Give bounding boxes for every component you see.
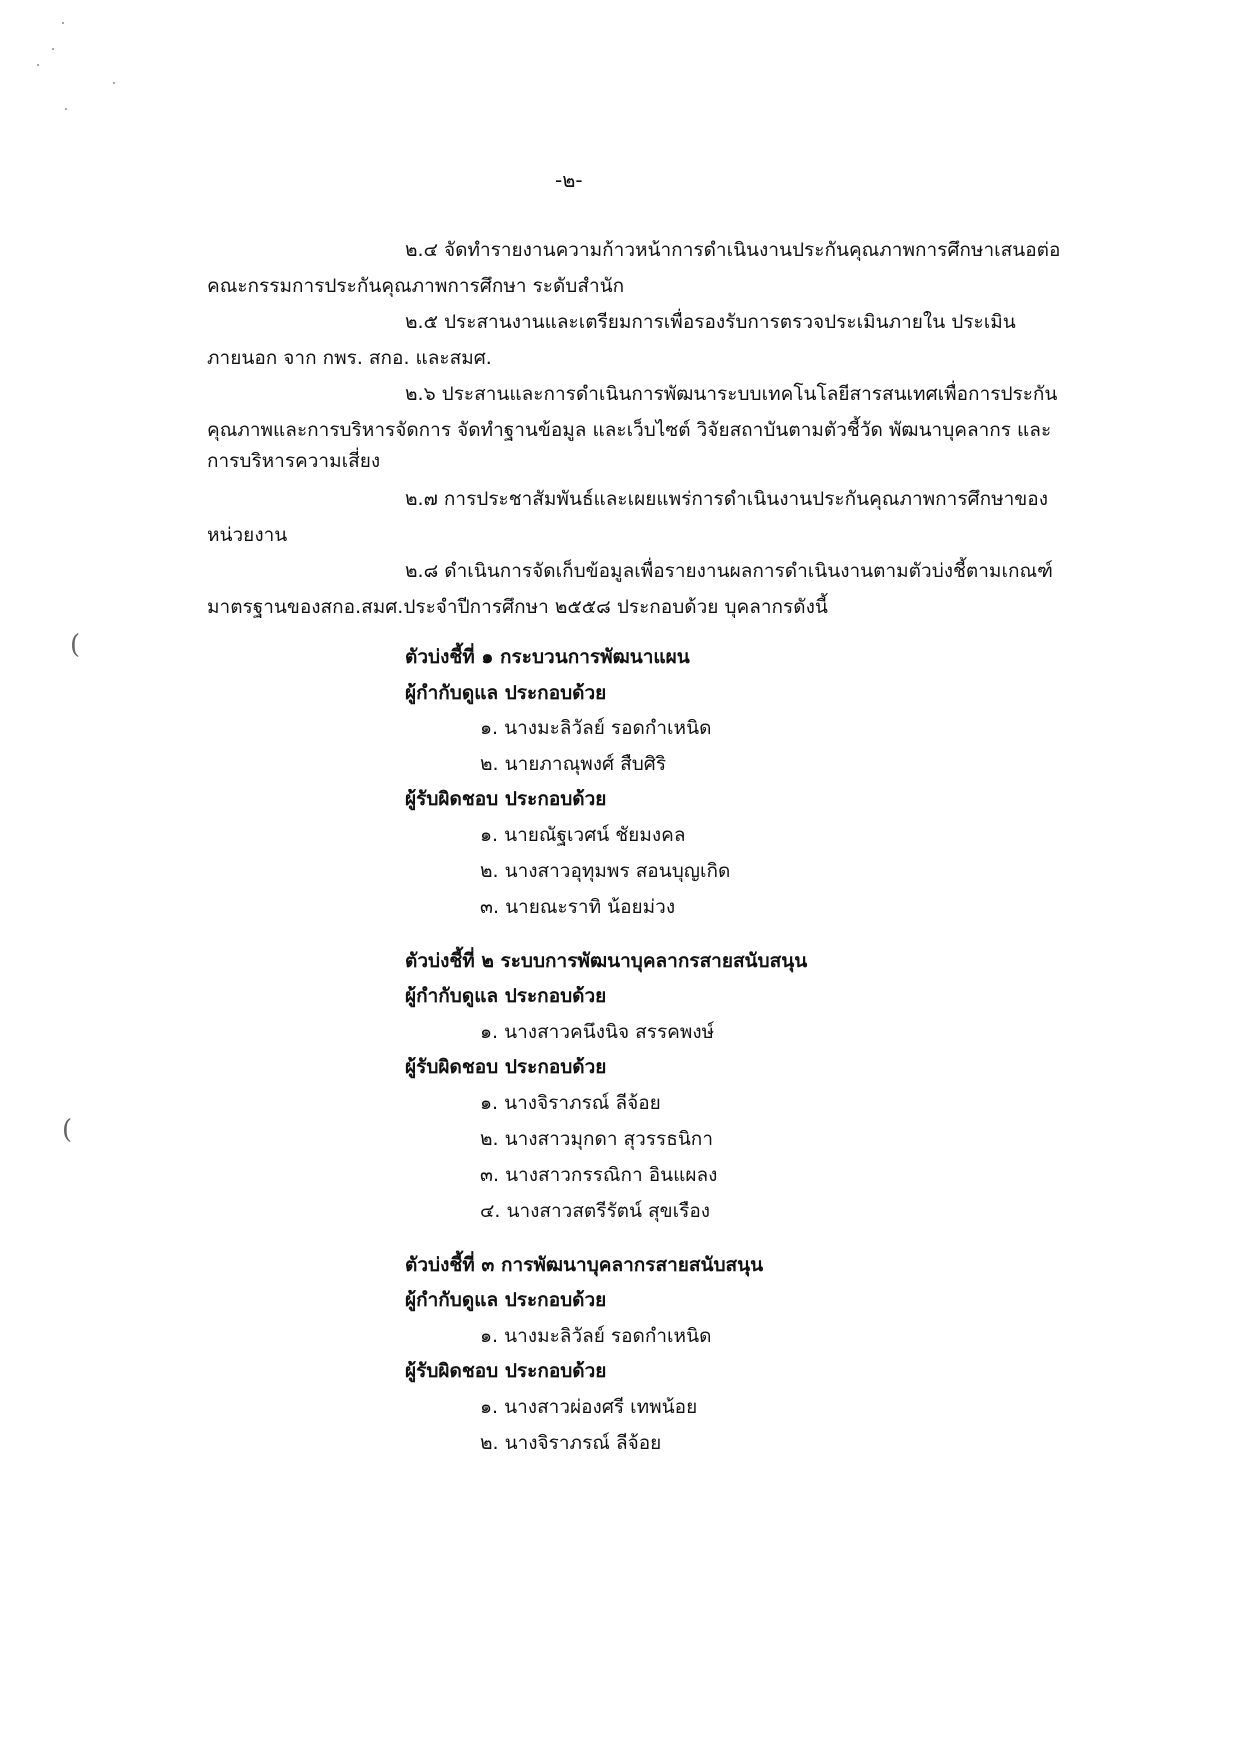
- paragraph-line: ๒.๕ ประสานงานและเตรียมการเพื่อรองรับการตรวจประเมินภายใน ประเมิน: [405, 311, 1016, 333]
- person-item: ๓. นางสาวกรรณิกา อินแผลง: [480, 1164, 718, 1186]
- indicator-title: ตัวบ่งชี้ที่ ๓ การพัฒนาบุคลากรสายสนับสนุน: [405, 1254, 764, 1276]
- scan-speck: [113, 82, 115, 84]
- scan-speck: [62, 22, 64, 24]
- indicator-title: ตัวบ่งชี้ที่ ๑ กระบวนการพัฒนาแผน: [405, 646, 690, 668]
- paragraph-line: คุณภาพและการบริหารจัดการ จัดทำฐานข้อมูล และเว็บไซต์ วิจัยสถาบันตามตัวชี้วัด พัฒนาบุคลากร และ: [207, 419, 1052, 441]
- binder-hole-mark: (: [70, 630, 81, 660]
- person-item: ๓. นายณะราทิ น้อยม่วง: [480, 896, 676, 918]
- person-item: ๔. นางสาวสตรีรัตน์ สุขเรือง: [480, 1200, 711, 1222]
- scan-speck: [52, 48, 54, 50]
- paragraph-line: มาตรฐานของสกอ.สมศ.ประจำปีการศึกษา ๒๕๕๘ ประกอบด้วย บุคลากรดังนี้: [207, 596, 828, 618]
- paragraph-line: ๒.๘ ดำเนินการจัดเก็บข้อมูลเพื่อรายงานผลการดำเนินงานตามตัวบ่งชี้ตามเกณฑ์: [405, 560, 1053, 582]
- person-item: ๒. นางสาวมุกดา สุวรรธนิกา: [480, 1128, 713, 1150]
- scan-speck: [37, 64, 39, 66]
- paragraph-line: ๒.๖ ประสานและการดำเนินการพัฒนาระบบเทคโนโลยีสารสนเทศเพื่อการประกัน: [405, 383, 1058, 405]
- paragraph-line: หน่วยงาน: [207, 524, 288, 546]
- scan-speck: [65, 108, 67, 110]
- paragraph-line: การบริหารความเสี่ยง: [207, 450, 381, 472]
- page-number: -๒-: [555, 168, 583, 192]
- person-item: ๑. นางมะลิวัลย์ รอดกำเหนิด: [480, 1325, 712, 1347]
- person-item: ๒. นายภาณุพงศ์ สืบศิริ: [480, 753, 667, 775]
- supervisor-label: ผู้กำกับดูแล ประกอบด้วย: [405, 985, 607, 1007]
- responsible-label: ผู้รับผิดชอบ ประกอบด้วย: [405, 788, 607, 810]
- responsible-label: ผู้รับผิดชอบ ประกอบด้วย: [405, 1360, 607, 1382]
- paragraph-line: ๒.๔ จัดทำรายงานความก้าวหน้าการดำเนินงานประกันคุณภาพการศึกษาเสนอต่อ: [405, 239, 1061, 261]
- person-item: ๑. นายณัฐเวศน์ ชัยมงคล: [480, 824, 686, 846]
- responsible-label: ผู้รับผิดชอบ ประกอบด้วย: [405, 1056, 607, 1078]
- supervisor-label: ผู้กำกับดูแล ประกอบด้วย: [405, 1289, 607, 1311]
- person-item: ๑. นางสาวผ่องศรี เทพน้อย: [480, 1396, 698, 1418]
- person-item: ๑. นางสาวคนึงนิจ สรรคพงษ์: [480, 1021, 715, 1043]
- supervisor-label: ผู้กำกับดูแล ประกอบด้วย: [405, 682, 607, 704]
- paragraph-line: ๒.๗ การประชาสัมพันธ์และเผยแพร่การดำเนินงานประกันคุณภาพการศึกษาของ: [405, 488, 1048, 510]
- person-item: ๑. นางจิราภรณ์ ลีจ้อย: [480, 1092, 661, 1114]
- binder-hole-mark: (: [62, 1115, 73, 1145]
- indicator-title: ตัวบ่งชี้ที่ ๒ ระบบการพัฒนาบุคลากรสายสนับสนุน: [405, 950, 808, 972]
- paragraph-line: คณะกรรมการประกันคุณภาพการศึกษา ระดับสำนัก: [207, 275, 625, 297]
- person-item: ๑. นางมะลิวัลย์ รอดกำเหนิด: [480, 717, 712, 739]
- paragraph-line: ภายนอก จาก กพร. สกอ. และสมศ.: [207, 347, 492, 369]
- person-item: ๒. นางจิราภรณ์ ลีจ้อย: [480, 1432, 662, 1454]
- person-item: ๒. นางสาวอุทุมพร สอนบุญเกิด: [480, 860, 731, 882]
